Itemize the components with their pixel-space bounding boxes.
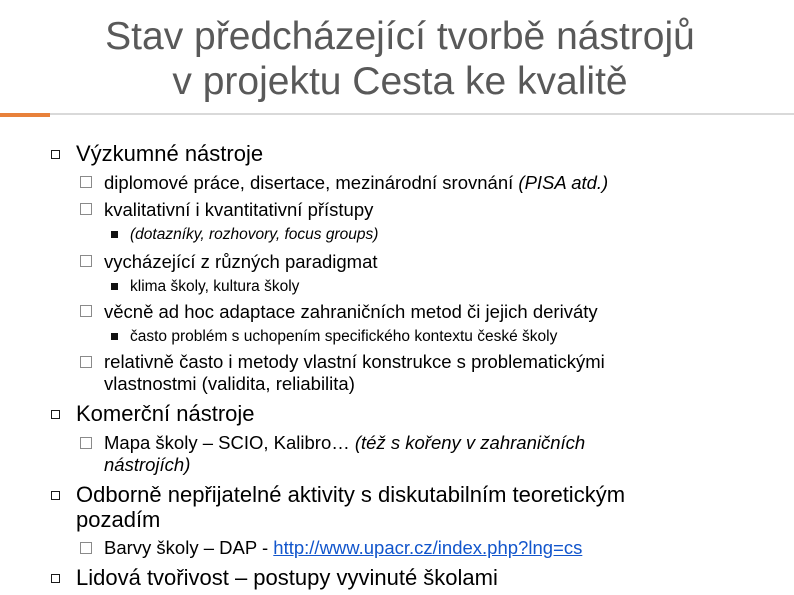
mapa-line-1 xyxy=(104,432,774,454)
title-line-2: v projektu Cesta ke kvalitě xyxy=(172,60,628,103)
bullet-small-square-icon xyxy=(111,283,118,290)
bullet-square-icon xyxy=(51,491,60,500)
own-methods-line-2: vlastnostmi (validita, reliabilita) xyxy=(104,373,355,394)
bullet-checkbox-icon xyxy=(80,255,92,267)
bullet-square-icon xyxy=(51,410,60,419)
commercial-item-mapa-skoly xyxy=(104,432,774,476)
bullet-checkbox-icon xyxy=(80,437,92,449)
mapa-italic-1: (též s kořeny v zahraničních xyxy=(354,432,586,453)
bullet-folk-creativity: Lidová tvořivost – postupy vyvinuté školami xyxy=(76,565,498,590)
barvy-text: Barvy školy – DAP - xyxy=(104,537,274,558)
unacceptable-line-1: Odborně nepřijatelné aktivity s diskutabilním teoretickým xyxy=(76,482,626,507)
research-item-approaches: kvalitativní i kvantitativní přístupy xyxy=(104,199,374,220)
research-item-paradigms: vycházející z různých paradigmat xyxy=(104,251,378,272)
adaptation-detail: často problém s uchopením specifického kontextu české školy xyxy=(130,328,558,345)
title-accent-rule xyxy=(0,113,50,117)
research-item-own-methods xyxy=(104,351,774,395)
mapa-text: Mapa školy – SCIO, Kalibro… xyxy=(104,432,355,453)
upacr-link[interactable]: http://www.upacr.cz/index.php?lng=cs xyxy=(273,537,583,558)
bullet-unacceptable-activities xyxy=(76,482,776,532)
bullet-square-icon xyxy=(51,150,60,159)
title-line-1: Stav předcházející tvorbě nástrojů xyxy=(105,15,695,58)
unacceptable-item-barvy xyxy=(104,537,774,559)
bullet-checkbox-icon xyxy=(80,203,92,215)
bullet-commercial-tools: Komerční nástroje xyxy=(76,401,255,426)
own-methods-line-1: relativně často i metody vlastní konstrukce s problematickými xyxy=(104,351,605,372)
unacceptable-line-2: pozadím xyxy=(76,507,161,532)
slide-title xyxy=(20,14,780,104)
bullet-square-icon xyxy=(51,574,60,583)
research-item-theses xyxy=(104,172,774,194)
bullet-checkbox-icon xyxy=(80,176,92,188)
theses-italic: (PISA atd.) xyxy=(518,172,609,193)
bullet-checkbox-icon xyxy=(80,542,92,554)
paradigms-detail: klima školy, kultura školy xyxy=(130,278,300,295)
mapa-italic-2: nástrojích) xyxy=(104,454,191,475)
research-item-adaptation: věcně ad hoc adaptace zahraničních metod či jejich deriváty xyxy=(104,301,598,322)
bullet-checkbox-icon xyxy=(80,305,92,317)
bullet-research-tools: Výzkumné nástroje xyxy=(76,141,264,166)
bullet-checkbox-icon xyxy=(80,356,92,368)
approaches-detail: (dotazníky, rozhovory, focus groups) xyxy=(130,226,379,243)
theses-text: diplomové práce, disertace, mezinárodní srovnání xyxy=(104,172,519,193)
title-divider-rule xyxy=(50,113,794,115)
bullet-small-square-icon xyxy=(111,231,118,238)
bullet-small-square-icon xyxy=(111,333,118,340)
